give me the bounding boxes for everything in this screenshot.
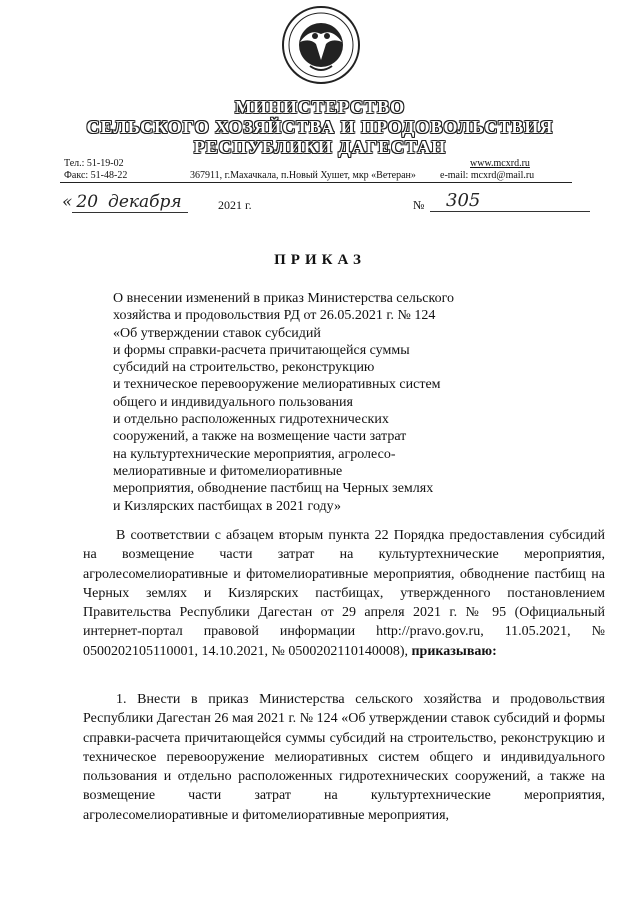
preamble-paragraph — [83, 526, 605, 661]
ministry-name-line3: РЕСПУБЛИКИ ДАГЕСТАН — [193, 137, 447, 157]
item-1-paragraph: 1. Внести в приказ Министерства сельского хозяйства и продовольствия Республики Дагестан 26 мая 2021 г. № 124 «Об утверждении ставок субсидий и формы справки-расчета причитающейся суммы субсидий на строительство, реконструкцию и техническое перевооружение мелиоративных систем общего и индивидуального пользования и отдельно расположенных гидротехнических сооружений, а также на возмещение части затрат на культуртехнические мероприятия, агролесомелиоративные и фитомелиоративные мероприятия, — [83, 692, 605, 823]
date-day: 20 — [72, 192, 102, 213]
fax-text: Факс: 51-48-22 — [64, 170, 128, 181]
date-year: 2021 г. — [218, 198, 252, 212]
number-label: № — [413, 198, 425, 212]
header-divider — [60, 182, 572, 183]
order-word: приказываю: — [411, 643, 497, 659]
order-subject: О внесении изменений в приказ Министерства сельского хозяйства и продовольствия РД от 26.05.2021 г. № 124 «Об утверждении ставок субсидий и формы справки-расчета причитающейся суммы субсидий на строительство, реконструкцию и техническое перевооружение мелиоративных систем общего и индивидуального пользования и отдельно расположенных гидротехнических сооружений, а также на возмещение части затрат на культуртехнические мероприятия, агролесо- мелиоративные и фитомелиоративные мероприятия, обводнение пастбищ на Черных землях и Кизлярских пастбищах в 2021 году» — [113, 291, 454, 514]
emblem-icon — [280, 4, 362, 86]
phone-text: Тел.: 51-19-02 — [64, 158, 124, 169]
order-date-field — [62, 192, 214, 214]
document-title: ПРИКАЗ — [274, 252, 366, 268]
date-month: декабря — [102, 192, 188, 213]
order-number: 305 — [430, 190, 590, 212]
date-open-quote: « — [62, 192, 73, 212]
ministry-name-line1: МИНИСТЕРСТВО — [234, 97, 406, 117]
website-link[interactable]: www.mcxrd.ru — [470, 158, 530, 169]
preamble-text: В соответствии с абзацем вторым пункта 22 Порядка предоставления субсидий на возмещение части затрат на культуртехнические мероприятия, агролесомелиоративные и фитомелиоративные мероприятия, обводнение пастбищ на Черных землях и Кизлярских пастбищах, утвержденного постановлением Правительства Республики Дагестан от 29 апреля 2021 г. № 95 (Официальный интернет-портал правовой информации http://pravo.gov.ru, 11.05.2021, № 0500202105110001, 14.10.2021, № 0500202110140008), — [83, 528, 605, 659]
address-text: 367911, г.Махачкала, п.Новый Хушет, мкр «Ветеран» — [190, 170, 416, 181]
email-text: e-mail: mcxrd@mail.ru — [440, 170, 535, 181]
ministry-name-line2: СЕЛЬСКОГО ХОЗЯЙСТВА И ПРОДОВОЛЬСТВИЯ — [86, 117, 554, 137]
